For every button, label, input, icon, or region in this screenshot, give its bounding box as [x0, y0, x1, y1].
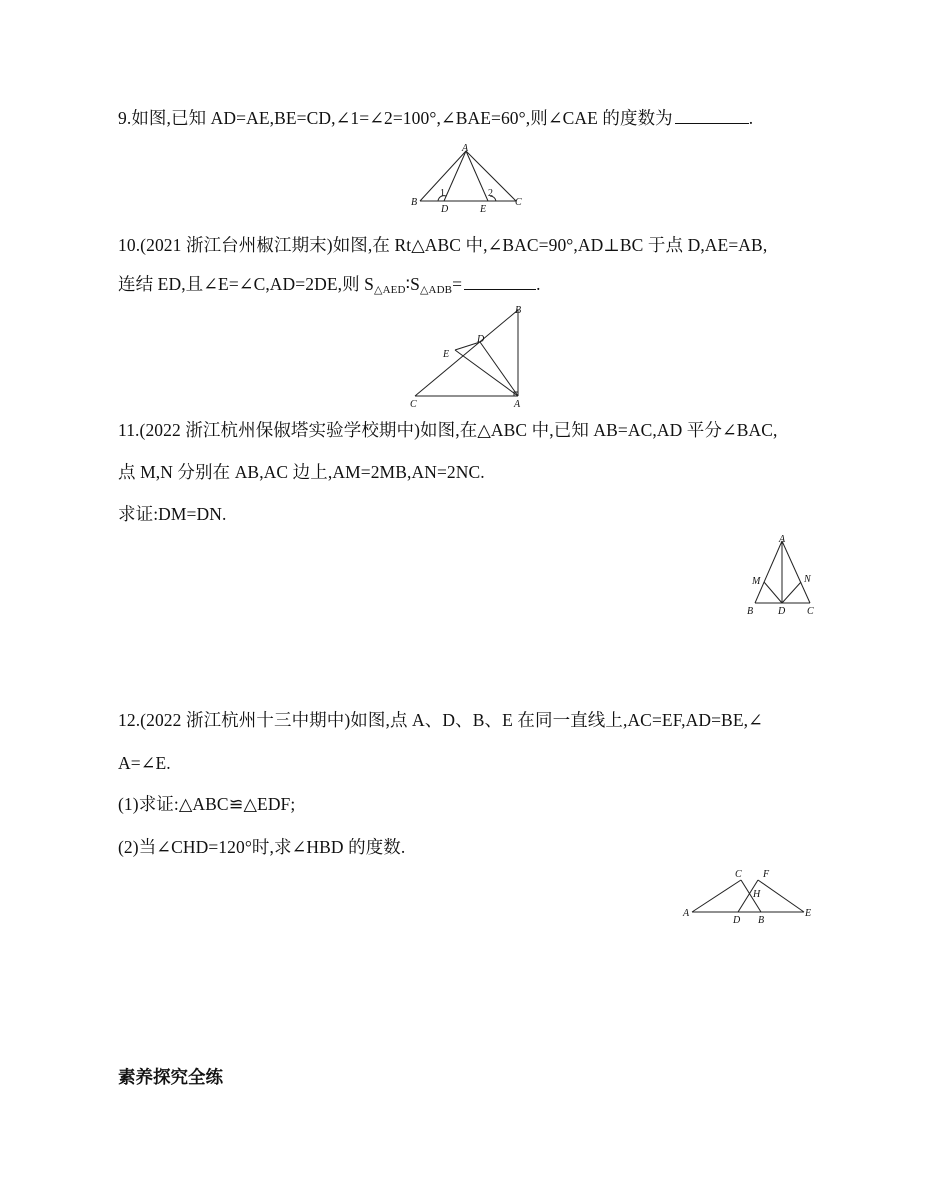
q9-text: 9.如图,已知 AD=AE,BE=CD,∠1=∠2=100°,∠BAE=60°,则∠CAE 的度数为 .: [118, 108, 754, 128]
q11-label-c: C: [807, 606, 814, 617]
q12-label-d: D: [733, 915, 741, 926]
q9-label-d: D: [441, 204, 449, 215]
q9-label-b: B: [411, 197, 418, 208]
q12-label-f: F: [763, 869, 770, 880]
q11-label-a: A: [779, 534, 786, 545]
q10-line1: 10.(2021 浙江台州椒江期末)如图,在 Rt△ABC 中,∠BAC=90°,AD⊥BC 于点 D,AE=AB,: [118, 235, 768, 255]
q12-figure: [680, 862, 820, 928]
q10-answer-blank[interactable]: [464, 273, 536, 290]
q9-label-1: 1: [440, 188, 445, 199]
q12-label-h: H: [753, 889, 761, 900]
q11-label-m: M: [752, 576, 761, 587]
q12-label-a: A: [683, 908, 690, 919]
q10-line2: 连结 ED,且∠E=∠C,AD=2DE,则 $S_{\triangle AED}∶S_{\triangle ADB}=$ .: [118, 274, 541, 296]
q11-label-d: D: [778, 606, 786, 617]
q9-figure: [408, 142, 528, 214]
q12-part1: (1)求证:△ABC≌△EDF;: [118, 794, 296, 814]
q11-label-n: N: [804, 574, 811, 585]
q12-label-c: C: [735, 869, 742, 880]
q9-label-a: A: [462, 143, 469, 154]
section-heading: 素养探究全练: [118, 1068, 223, 1088]
q11-label-b: B: [747, 606, 754, 617]
q12-line2: A=∠E.: [118, 753, 171, 773]
q9-label-2: 2: [488, 188, 493, 199]
q9-label-c: C: [515, 197, 522, 208]
q12-part2: (2)当∠CHD=120°时,求∠HBD 的度数.: [118, 837, 406, 857]
q10-label-c: C: [410, 399, 417, 410]
q10-label-b: B: [515, 305, 522, 316]
q9-answer-blank[interactable]: [675, 107, 749, 124]
q11-line3: 求证:DM=DN.: [118, 504, 227, 524]
q10-label-d: D: [477, 334, 485, 345]
q11-line1: 11.(2022 浙江杭州保俶塔实验学校期中)如图,在△ABC 中,已知 AB=AC,AD 平分∠BAC,: [118, 420, 778, 440]
q12-line1: 12.(2022 浙江杭州十三中期中)如图,点 A、D、B、E 在同一直线上,AC=EF,AD=BE,∠: [118, 710, 763, 730]
q10-label-e: E: [443, 349, 450, 360]
q11-figure: [740, 530, 830, 620]
q9-label-e: E: [480, 204, 487, 215]
q10-figure: [404, 300, 534, 412]
q12-label-e: E: [805, 908, 812, 919]
q11-line2: 点 M,N 分别在 AB,AC 边上,AM=2MB,AN=2NC.: [118, 462, 485, 482]
q10-label-a: A: [514, 399, 521, 410]
q12-label-b: B: [758, 915, 765, 926]
